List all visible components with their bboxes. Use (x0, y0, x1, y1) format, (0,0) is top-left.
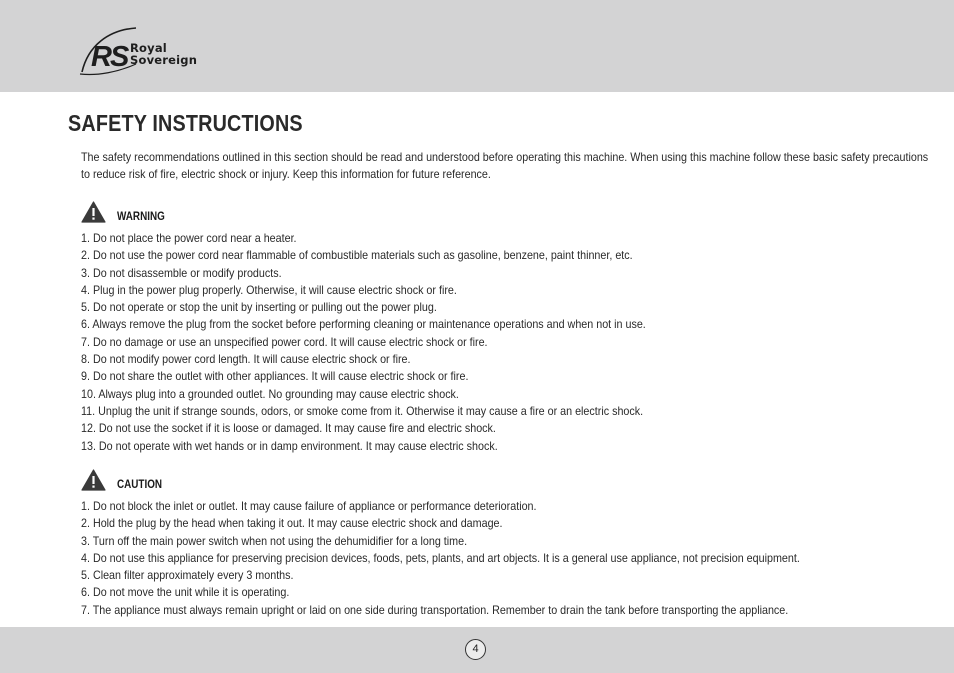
intro-line: The safety recommendations outlined in this section should be read and understood before operating this machine. When using this machine follow these basic safety precautions (81, 150, 929, 164)
caution-label: CAUTION (117, 479, 163, 491)
royal-sovereign-logo (78, 24, 218, 78)
caution-item: 6. Do not move the unit while it is operating. (81, 585, 290, 600)
warning-item: 4. Plug in the power plug properly. Otherwise, it will cause electric shock or fire. (81, 282, 457, 297)
warning-item: 3. Do not disassemble or modify products. (81, 265, 282, 280)
warning-item: 13. Do not operate with wet hands or in damp environment. It may cause electric shock. (81, 438, 498, 453)
caution-item: 7. The appliance must always remain upright or laid on one side during transportation. Remember to drain the tank before transporting the appliance. (81, 602, 789, 617)
warning-item: 10. Always plug into a grounded outlet. No grounding may cause electric shock. (81, 386, 459, 401)
brand-name (130, 42, 197, 66)
brand-monogram: RS (91, 41, 128, 73)
warning-item: 5. Do not operate or stop the unit by inserting or pulling out the power plug. (81, 300, 437, 315)
warning-item: 12. Do not use the socket if it is loose or damaged. It may cause fire and electric shock. (81, 421, 496, 436)
caution-item: 1. Do not block the inlet or outlet. It may cause failure of appliance or performance deterioration. (81, 499, 537, 513)
warning-label: WARNING (117, 211, 165, 223)
page-header (0, 0, 954, 92)
warning-item: 11. Unplug the unit if strange sounds, odors, or smoke come from it. Otherwise it may cause a fire or an electric shock. (81, 403, 644, 418)
warning-item: 7. Do no damage or use an unspecified power cord. It will cause electric shock or fire. (81, 334, 488, 349)
caution-list (81, 498, 887, 619)
warning-list (81, 230, 887, 455)
page-footer (0, 627, 954, 673)
warning-item: 8. Do not modify power cord length. It will cause electric shock or fire. (81, 352, 411, 367)
warning-item: 6. Always remove the plug from the socket before performing cleaning or maintenance operations and when not in use. (81, 317, 646, 332)
caution-item: 2. Hold the plug by the head when taking it out. It may cause electric shock and damage. (81, 516, 503, 531)
intro-line: to reduce risk of fire, electric shock or injury. Keep this information for future reference. (81, 167, 491, 181)
rs-monogram-icon (78, 24, 138, 78)
warning-item: 1. Do not place the power cord near a heater. (81, 231, 297, 245)
caution-item: 4. Do not use this appliance for preserving precision devices, foods, pets, plants, and art objects. It is a general use appliance, not precision equipment. (81, 550, 800, 565)
warning-item: 9. Do not share the outlet with other appliances. It will cause electric shock or fire. (81, 369, 469, 384)
brand-name-line2: Sovereign (130, 53, 198, 67)
page-number: 4 (465, 639, 486, 660)
intro-paragraph (81, 149, 929, 183)
page-title: SAFETY INSTRUCTIONS (68, 110, 303, 136)
brand-name-line1: Royal (130, 41, 167, 55)
caution-item: 3. Turn off the main power switch when not using the dehumidifier for a long time. (81, 533, 468, 548)
warning-triangle-icon (81, 469, 106, 491)
caution-item: 5. Clean filter approximately every 3 months. (81, 568, 294, 583)
warning-triangle-icon (81, 201, 106, 223)
warning-item: 2. Do not use the power cord near flammable of combustible materials such as gasoline, benzene, paint thinner, etc. (81, 248, 633, 263)
